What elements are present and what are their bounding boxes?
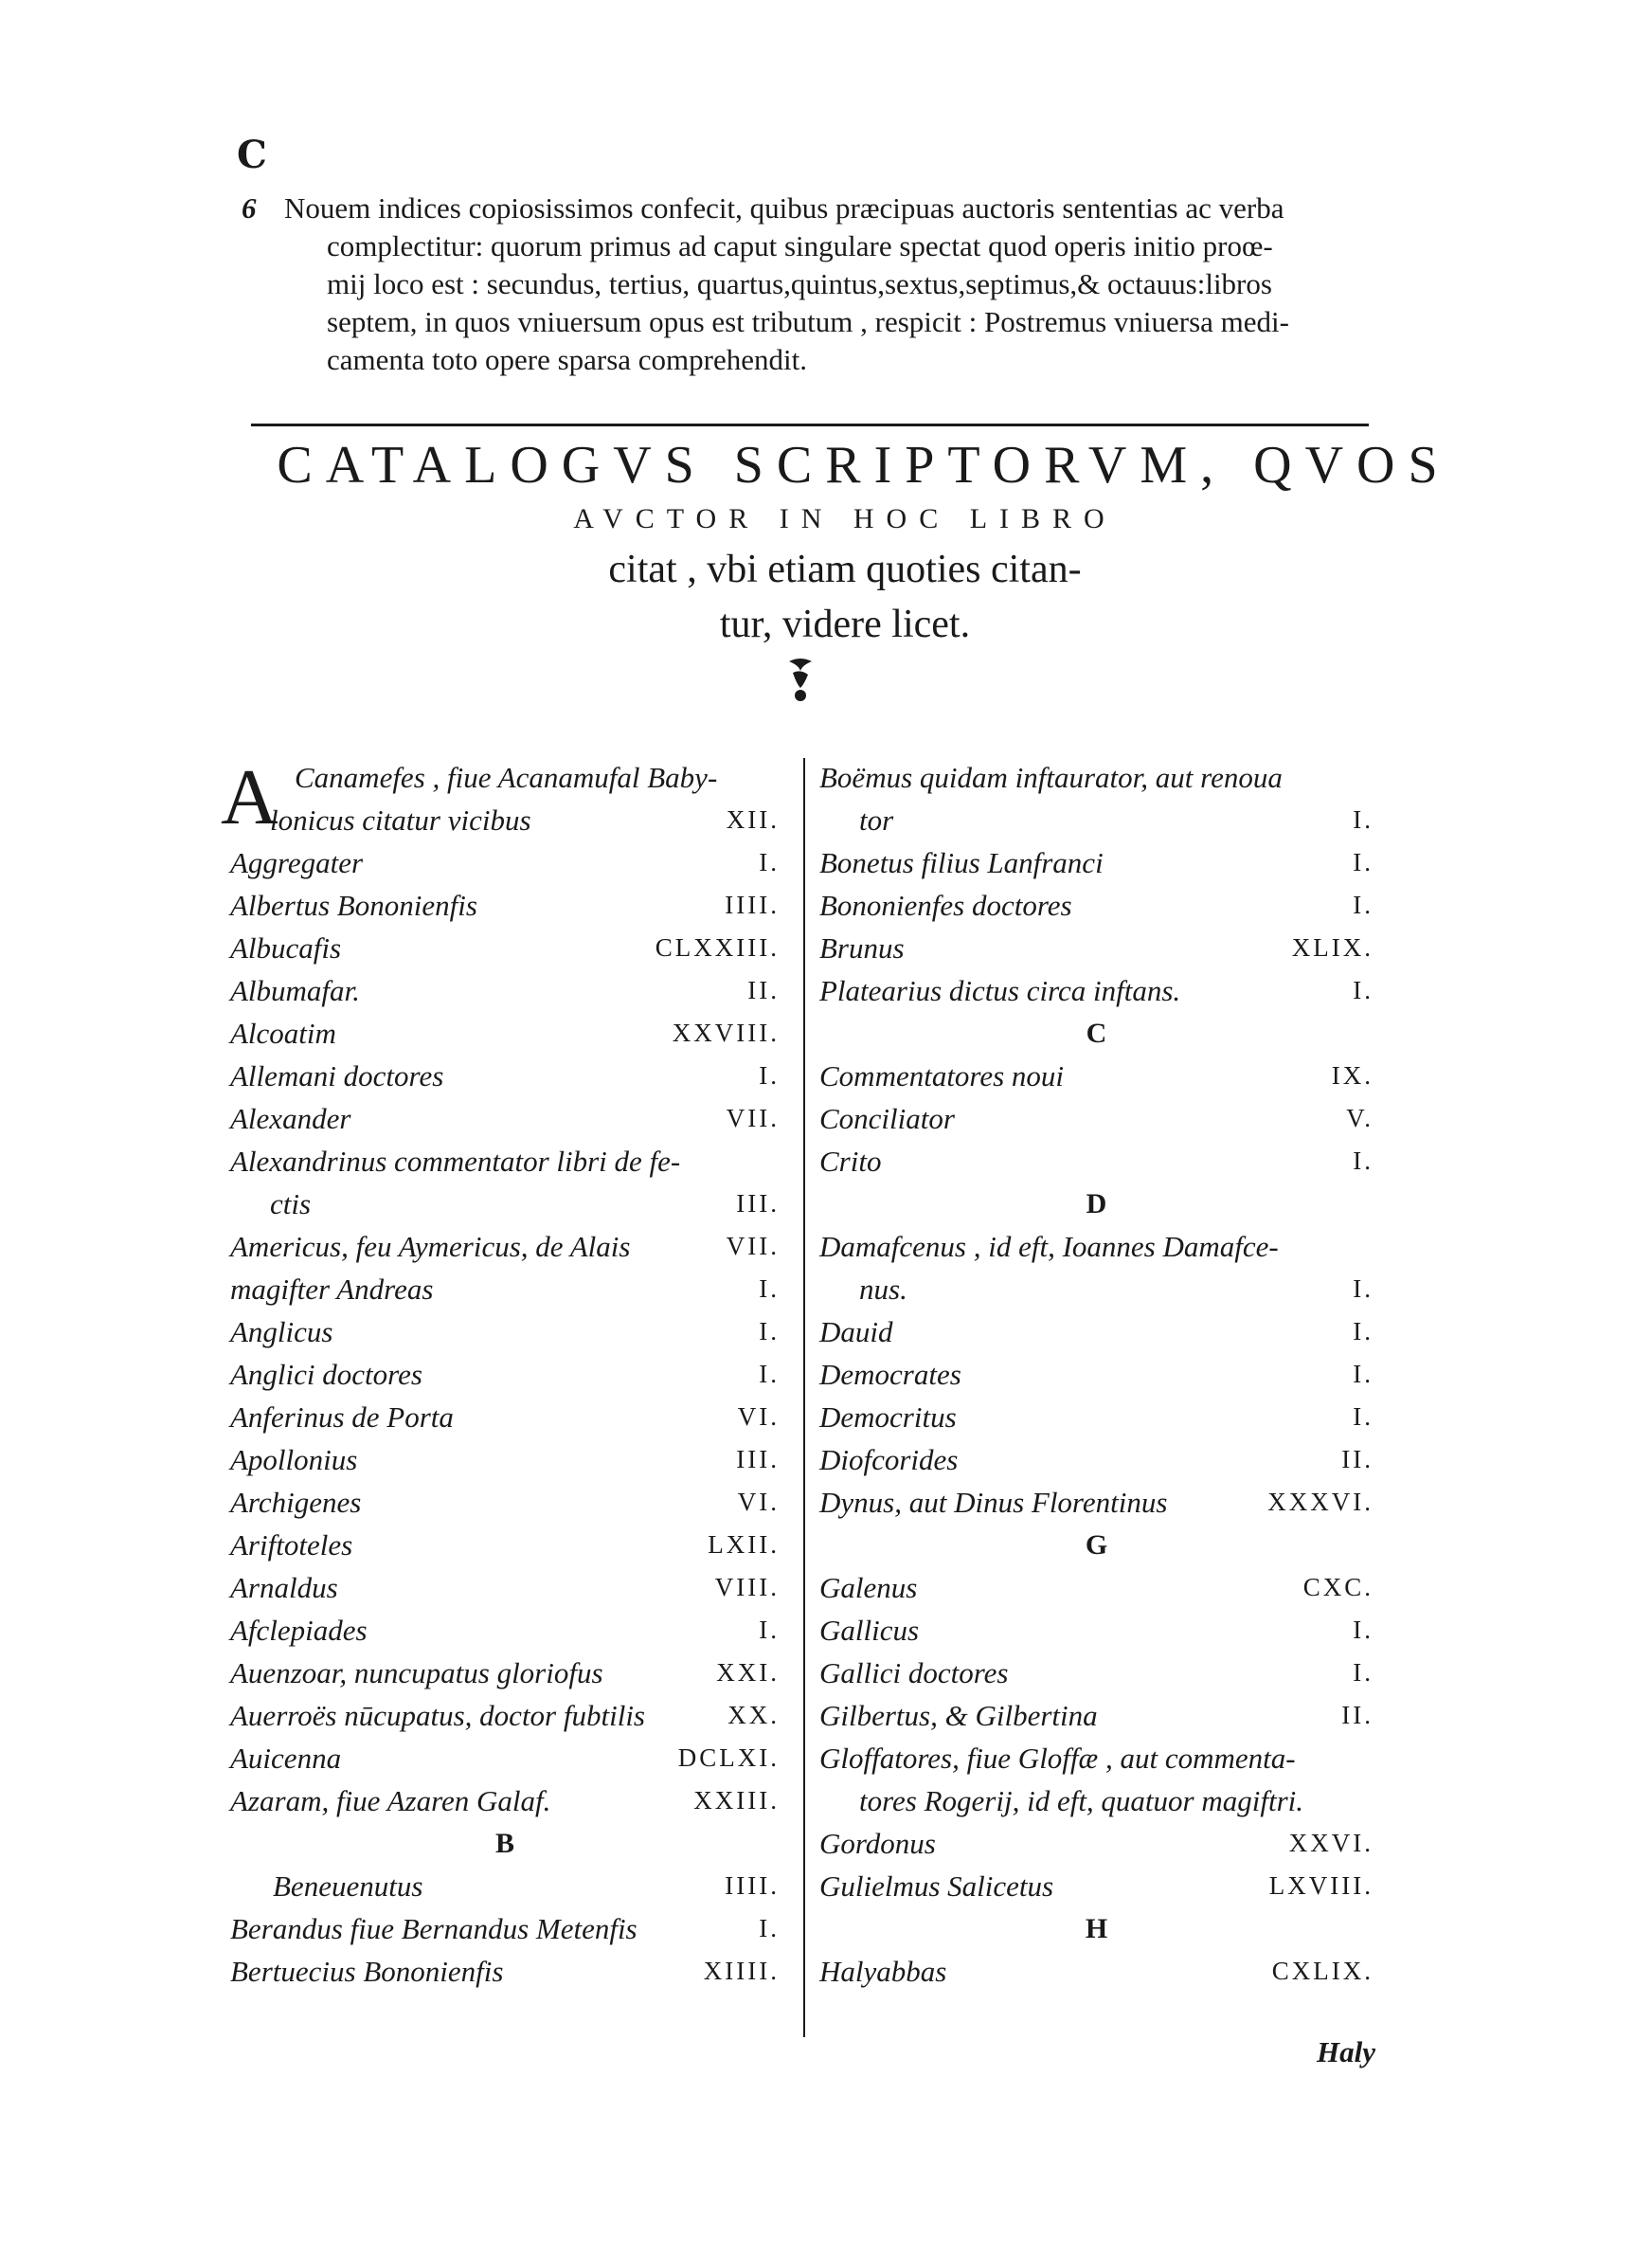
- citation-count: III.: [736, 1189, 780, 1218]
- index-note: [242, 190, 1407, 379]
- catalog-column-left: [221, 753, 780, 1993]
- citation-count: XLIX.: [1291, 933, 1374, 962]
- citation-count: I.: [1353, 1274, 1374, 1303]
- citation-count: XII.: [726, 805, 780, 834]
- author-name: Platearius dictus circa inftans.: [819, 974, 1181, 1007]
- author-name: Bonetus filius Lanfranci: [819, 846, 1104, 879]
- catalog-entry: [819, 841, 1374, 884]
- catalog-entry: [230, 1865, 780, 1907]
- citation-count: V.: [1346, 1104, 1374, 1132]
- author-name: Bononienfes doctores: [819, 889, 1072, 922]
- citation-count: LXII.: [708, 1530, 780, 1559]
- citation-count: III.: [736, 1445, 780, 1473]
- author-name: Beneuenutus: [273, 1869, 423, 1903]
- catalog-entry: [230, 1012, 780, 1055]
- author-name: Gilbertus, & Gilbertina: [819, 1699, 1098, 1732]
- author-name: tor: [859, 803, 894, 837]
- catalog-entry: [230, 1950, 780, 1993]
- catalog-entry: [819, 1055, 1374, 1097]
- author-name: Auerroës nūcupatus, doctor fubtilis: [230, 1699, 645, 1732]
- author-name: Allemani doctores: [230, 1059, 444, 1092]
- citation-count: XXVIII.: [672, 1019, 780, 1047]
- citation-count: I.: [1353, 848, 1374, 876]
- citation-count: IIII.: [725, 891, 780, 919]
- author-name: Albertus Bononienfis: [230, 889, 477, 922]
- citation-count: VII.: [726, 1104, 780, 1132]
- citation-count: VI.: [737, 1402, 780, 1431]
- citation-count: XX.: [727, 1701, 780, 1729]
- author-name: Arnaldus: [230, 1571, 338, 1604]
- citation-count: XXXVI.: [1267, 1488, 1374, 1516]
- citation-count: I.: [1353, 891, 1374, 919]
- catalog-title: [0, 434, 1652, 652]
- author-name: Bertuecius Bononienfis: [230, 1955, 504, 1988]
- catalog-entry: [230, 1524, 780, 1566]
- catalog-column-right: [819, 756, 1374, 1993]
- catalog-entry: [819, 1310, 1374, 1353]
- author-name: tores Rogerij, id eft, quatuor magiftri.: [859, 1784, 1304, 1817]
- citation-count: I.: [1353, 805, 1374, 834]
- catalog-entry: [230, 1737, 780, 1779]
- citation-count: I.: [759, 1274, 780, 1303]
- title-line-2: AVCTOR IN HOC LIBRO: [573, 503, 1117, 534]
- catalog-entry: [230, 1183, 780, 1225]
- author-name: Conciliator: [819, 1102, 955, 1135]
- citation-count: I.: [1353, 1658, 1374, 1687]
- section-letter: C: [1086, 1018, 1107, 1049]
- author-name: magifter Andreas: [230, 1273, 434, 1306]
- catalog-entry: [819, 1566, 1374, 1609]
- note-line: mij loco est : secundus, tertius, quartus,quintus,sextus,septimus,& octauus:libros: [327, 267, 1272, 300]
- citation-count: I.: [759, 1061, 780, 1090]
- section-letter: G: [1085, 1529, 1108, 1561]
- catalog-entry: [230, 1566, 780, 1609]
- section-letter: D: [1086, 1188, 1107, 1219]
- citation-count: I.: [759, 848, 780, 876]
- citation-count: I.: [759, 1317, 780, 1345]
- catalog-entry: [230, 1225, 780, 1268]
- catalog-entry: [230, 969, 780, 1012]
- catalog-entry: [819, 1353, 1374, 1396]
- author-name: Anferinus de Porta: [230, 1400, 454, 1434]
- title-line-3: citat , vbi etiam quoties citan-: [608, 548, 1082, 591]
- author-name: Democritus: [819, 1400, 957, 1434]
- drop-capital: A: [221, 753, 278, 841]
- citation-count: XIIII.: [703, 1957, 780, 1985]
- note-number: 6: [242, 191, 257, 225]
- citation-count: VI.: [737, 1488, 780, 1516]
- citation-count: XXI.: [716, 1658, 780, 1687]
- catalog-entry: [819, 1097, 1374, 1140]
- catalog-entry: [819, 1481, 1374, 1524]
- author-name: Dynus, aut Dinus Florentinus: [819, 1486, 1168, 1519]
- catalog-entry: [230, 1438, 780, 1481]
- section-letter: H: [1085, 1913, 1108, 1944]
- author-name: Canamefes , fiue Acanamufal Baby-: [295, 761, 718, 794]
- author-name: Americus, feu Aymericus, de Alais: [230, 1230, 631, 1263]
- catchword: Haly: [1317, 2035, 1375, 2068]
- citation-count: CXC.: [1302, 1573, 1374, 1601]
- citation-count: I.: [1353, 1616, 1374, 1644]
- catalog-entry: [819, 1694, 1374, 1737]
- citation-count: I.: [1353, 976, 1374, 1004]
- citation-count: CLXXIII.: [655, 933, 780, 962]
- author-name: Crito: [819, 1145, 882, 1178]
- citation-count: VII.: [726, 1232, 780, 1260]
- catalog-entry: [230, 1055, 780, 1097]
- author-name: Anglici doctores: [230, 1358, 422, 1391]
- catalog-entry: [819, 1225, 1374, 1268]
- author-name: Alcoatim: [230, 1017, 336, 1050]
- author-name: Berandus fiue Bernandus Metenfis: [230, 1912, 637, 1945]
- title-line-4: tur, videre licet.: [719, 603, 971, 646]
- catalog-entry: [230, 799, 780, 841]
- citation-count: II.: [1341, 1445, 1374, 1473]
- column-divider: [803, 758, 805, 2037]
- catalog-entry: [819, 1865, 1374, 1907]
- catalog-entry: [819, 1652, 1374, 1694]
- citation-count: IX.: [1331, 1061, 1374, 1090]
- author-name: Ariftoteles: [230, 1528, 353, 1562]
- author-name: Gordonus: [819, 1827, 936, 1860]
- catalog-entry: [819, 1950, 1374, 1993]
- catalog-entry: [230, 1609, 780, 1652]
- citation-count: II.: [747, 976, 780, 1004]
- author-name: Boëmus quidam inftaurator, aut renoua: [819, 761, 1283, 794]
- catalog-entry: [819, 884, 1374, 927]
- catalog-entry: [819, 1822, 1374, 1865]
- note-line: septem, in quos vniuersum opus est tributum , respicit : Postremus vniuersa medi-: [327, 305, 1289, 338]
- catalog-entry: [230, 1396, 780, 1438]
- author-name: Democrates: [819, 1358, 961, 1391]
- citation-count: II.: [1341, 1701, 1374, 1729]
- author-name: Albumafar.: [230, 974, 360, 1007]
- catalog-entry: [819, 1268, 1374, 1310]
- signature-mark: C: [237, 133, 267, 177]
- author-name: Galenus: [819, 1571, 918, 1604]
- citation-count: I.: [1353, 1360, 1374, 1388]
- section-letter: B: [494, 1828, 514, 1859]
- citation-count: LXVIII.: [1268, 1871, 1374, 1900]
- author-name: Alexandrinus commentator libri de fe-: [230, 1145, 681, 1178]
- catalog-entry: [819, 1779, 1374, 1822]
- citation-count: I.: [1353, 1402, 1374, 1431]
- author-name: Halyabbas: [819, 1955, 947, 1988]
- catalog-entry: [230, 927, 780, 969]
- catalog-entry: [230, 1140, 780, 1183]
- catalog-entry: [819, 799, 1374, 841]
- citation-count: I.: [759, 1914, 780, 1942]
- author-name: Albucafis: [230, 931, 342, 965]
- citation-count: CXLIX.: [1271, 1957, 1374, 1985]
- catalog-entry: [819, 1438, 1374, 1481]
- catalog-entry: [819, 1737, 1374, 1779]
- catalog-entry: [230, 1907, 780, 1950]
- note-line: camenta toto opere sparsa comprehendit.: [327, 343, 807, 376]
- citation-count: I.: [759, 1616, 780, 1644]
- author-name: Diofcorides: [819, 1443, 959, 1476]
- author-name: Apollonius: [230, 1443, 358, 1476]
- citation-count: VIII.: [714, 1573, 780, 1601]
- fleuron-ornament: [781, 656, 819, 703]
- author-name: lonicus citatur vicibus: [270, 803, 531, 837]
- catalog-entry: [230, 1652, 780, 1694]
- catalog-entry: [819, 927, 1374, 969]
- author-name: Anglicus: [230, 1315, 333, 1348]
- citation-count: I.: [1353, 1317, 1374, 1345]
- catalog-entry: [230, 1097, 780, 1140]
- author-name: Alexander: [230, 1102, 351, 1135]
- note-line: Nouem indices copiosissimos confecit, quibus præcipuas auctoris sententias ac verba: [284, 191, 1284, 225]
- catalog-entry: [819, 756, 1374, 799]
- catalog-entry: [230, 1779, 780, 1822]
- catalog-entry: [230, 1310, 780, 1353]
- catalog-entry: [230, 1694, 780, 1737]
- author-name: Brunus: [819, 931, 905, 965]
- catalog-entry: [230, 1353, 780, 1396]
- author-name: Auicenna: [230, 1742, 342, 1775]
- author-name: Afclepiades: [230, 1614, 368, 1647]
- catalog-entry: [230, 1268, 780, 1310]
- author-name: Gulielmus Salicetus: [819, 1869, 1054, 1903]
- citation-count: DCLXI.: [677, 1743, 780, 1772]
- author-name: Commentatores noui: [819, 1059, 1065, 1092]
- citation-count: I.: [1353, 1147, 1374, 1175]
- author-name: nus.: [859, 1273, 907, 1306]
- author-name: Dauid: [819, 1315, 893, 1348]
- author-name: Auenzoar, nuncupatus gloriofus: [230, 1656, 603, 1689]
- author-name: Gallici doctores: [819, 1656, 1009, 1689]
- author-name: Damafcenus , id eft, Ioannes Damafce-: [819, 1230, 1279, 1263]
- title-rule: [251, 424, 1369, 426]
- author-name: Aggregater: [230, 846, 364, 879]
- author-name: Azaram, fiue Azaren Galaf.: [230, 1784, 551, 1817]
- author-name: ctis: [270, 1187, 312, 1220]
- catalog-entry: [819, 969, 1374, 1012]
- catalog-entry: [819, 1140, 1374, 1183]
- author-name: Gallicus: [819, 1614, 920, 1647]
- citation-count: I.: [759, 1360, 780, 1388]
- title-line-1: CATALOGVS SCRIPTORVM, QVOS: [277, 436, 1451, 495]
- catalog-entry: [230, 884, 780, 927]
- catalog-entry: [819, 1396, 1374, 1438]
- catalog-entry: [230, 841, 780, 884]
- citation-count: IIII.: [725, 1871, 780, 1900]
- citation-count: XXIII.: [693, 1786, 780, 1815]
- author-name: Archigenes: [230, 1486, 362, 1519]
- note-line: complectitur: quorum primus ad caput singulare spectat quod operis initio proœ-: [327, 229, 1273, 262]
- citation-count: XXVI.: [1288, 1829, 1374, 1857]
- author-name: Gloffatores, fiue Gloffæ , aut commenta-: [819, 1742, 1296, 1775]
- catalog-entry: [230, 1481, 780, 1524]
- catalog-entry: [819, 1609, 1374, 1652]
